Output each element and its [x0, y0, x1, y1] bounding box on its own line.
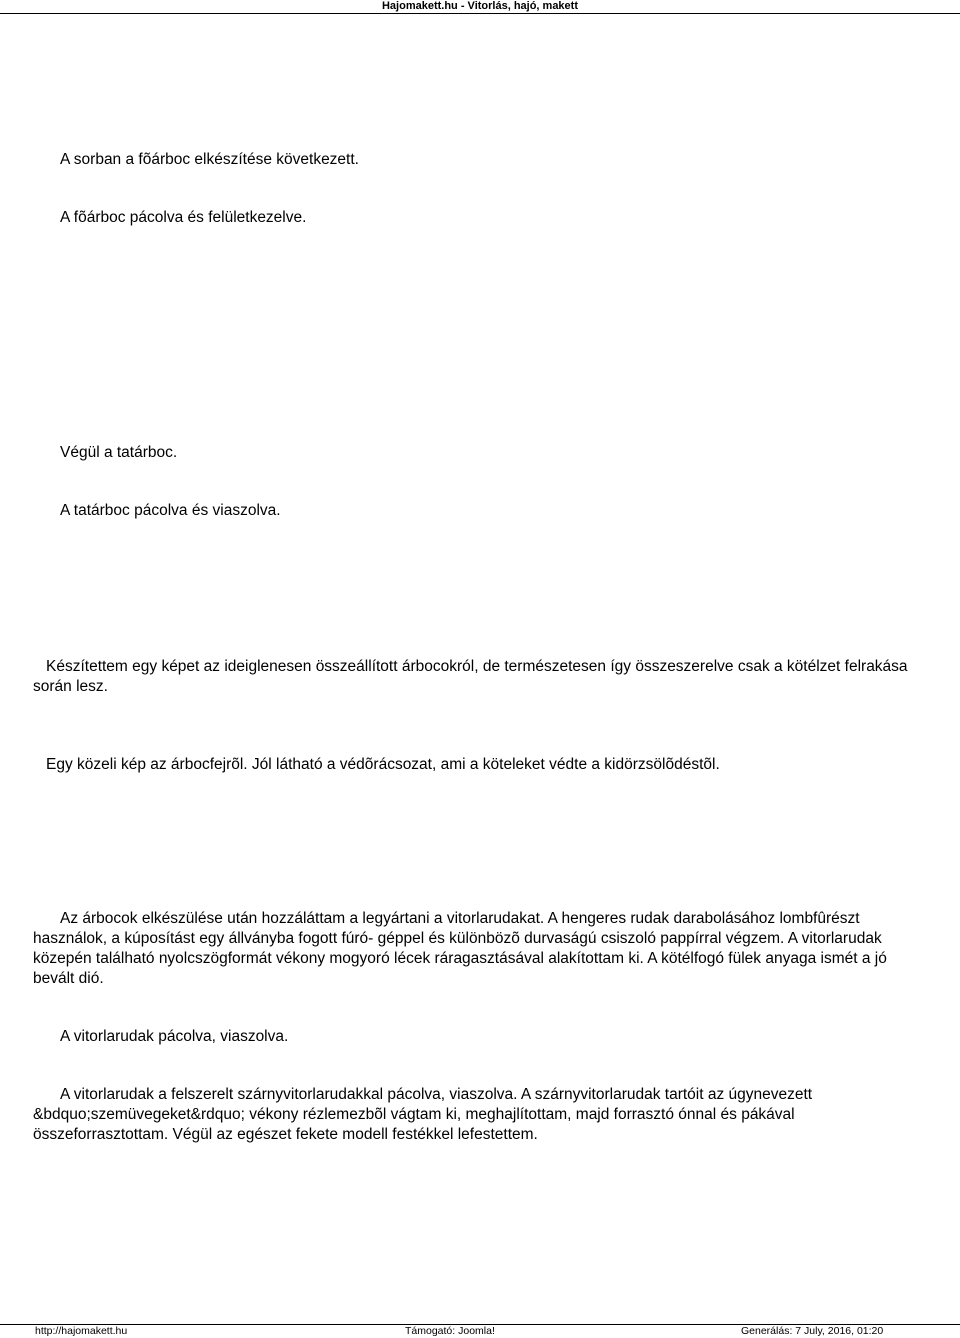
paragraph-3: Végül a tatárboc.: [60, 444, 178, 461]
footer-generated-timestamp: Generálás: 7 July, 2016, 01:20: [741, 1325, 884, 1337]
paragraph-5: Készítettem egy képet az ideiglenesen összeállított árbocokról, de természetesen így összeszerelve csak a kötélzet felrakása során lesz.: [33, 658, 908, 695]
page-header-title: Hajomakett.hu - Vitorlás, hajó, makett: [381, 0, 578, 12]
paragraph-4: A tatárboc pácolva és viaszolva.: [60, 502, 281, 519]
paragraph-7: Az árbocok elkészülése után hozzáláttam a legyártani a vitorlarudakat. A hengeres rudak darabolásához lombfûrészt használok, a kúposítást egy állványba fogott fúró- géppel és különbözõ durvaságú csiszoló pappírral végzem. A vitorlarudak közepén található nyolcszögformát vékony mogyoró lécek ráragasztásával alakítottam ki. A kötélfogó fülek anyaga ismét a jó bevált dió.: [33, 910, 887, 987]
footer-site-link[interactable]: http://hajomakett.hu: [35, 1325, 128, 1337]
paragraph-2: A fõárboc pácolva és felületkezelve.: [60, 209, 307, 226]
paragraph-8: A vitorlarudak pácolva, viaszolva.: [60, 1028, 289, 1045]
paragraph-1: A sorban a fõárboc elkészítése következett.: [60, 151, 359, 168]
paragraph-6: Egy közeli kép az árbocfejrõl. Jól látható a védõrácsozat, ami a köteleket védte a kidörzsölõdéstõl.: [46, 756, 720, 773]
paragraph-9: A vitorlarudak a felszerelt szárnyvitorlarudakkal pácolva, viaszolva. A szárnyvitorlarudak tartóit az úgynevezett &bdquo;szemüvegeket&rdquo; vékony rézlemezbõl vágtam ki, meghajlítottam, majd forrasztó ónnal és pákával összeforrasztottam. Végül az egészet fekete modell festékkel lefestettem.: [33, 1086, 813, 1143]
header-divider: [0, 13, 960, 14]
footer-sponsor: Támogató: Joomla!: [405, 1325, 495, 1337]
